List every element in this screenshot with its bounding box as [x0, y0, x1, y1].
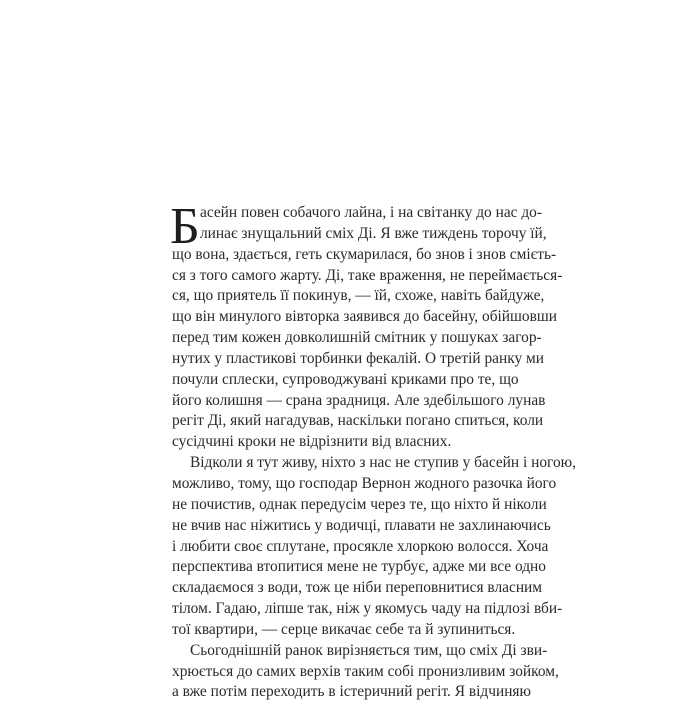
text-line: нутих у пластикові торбинки фекалій. О третій ранку ми [172, 349, 545, 367]
book-page [170, 198, 577, 703]
text-line: і любити своє сплутане, просякле хлоркою волосся. Хоча [172, 537, 549, 555]
text-line: почули сплески, супроводжувані криками про те, що [172, 370, 519, 388]
text-line: що він минулого вівторка заявився до басейну, обійшовши [172, 308, 557, 326]
text-line: Відколи я тут живу, ніхто з нас не ступив у басейн і ногою, [190, 454, 577, 472]
text-line: регіт Ді, який нагадував, наскільки погано спиться, коли [172, 412, 544, 430]
text-line: його колишня — срана зрадниця. Але здебільшого лунав [172, 391, 546, 409]
text-line: перспектива втопитися мене не турбує, адже ми все одно [172, 558, 546, 576]
text-line: можливо, тому, що господар Вернон жодного разочка його [172, 474, 557, 492]
text-line: не почистив, однак передусім через те, що ніхто й ніколи [172, 495, 547, 513]
text-line: сусідчині кроки не відрізнити від власних. [172, 433, 452, 451]
text-line: Сьогоднішній ранок вирізняється тим, що сміх Ді зви- [190, 641, 548, 659]
text-line: тої квартири, — серце викачає себе та й зупиниться. [172, 620, 516, 638]
text-line: хрюється до самих верхів таким собі пронизливим зойком, [172, 662, 559, 680]
text-line: линає знущальний сміх Ді. Я вже тиждень торочу їй, [200, 224, 547, 242]
text-line: а вже потім переходить в істеричний регіт. Я відчиняю [172, 683, 532, 701]
text-line: перед тим кожен довколишній смітник у пошуках загор- [172, 329, 542, 347]
text-line: ся, що приятель її покинув, — їй, схоже, навіть байдуже, [172, 287, 545, 305]
text-line: що вона, здається, геть скумарилася, бо знов і знов смієть- [172, 245, 557, 263]
text-line: не вчив нас ніжитись у водичці, плавати не захлинаючись [172, 516, 551, 534]
text-line: тілом. Гадаю, ліпше так, ніж у якомусь чаду на підлозі вби- [172, 600, 563, 618]
drop-cap: Б [170, 198, 200, 255]
text-line: складаємося з води, тож це ніби переповнитися власним [172, 579, 543, 597]
text-line: асейн повен собачого лайна, і на світанку до нас до- [200, 204, 542, 221]
text-line: ся з того самого жарту. Ді, таке враження, не переймається- [172, 266, 563, 284]
